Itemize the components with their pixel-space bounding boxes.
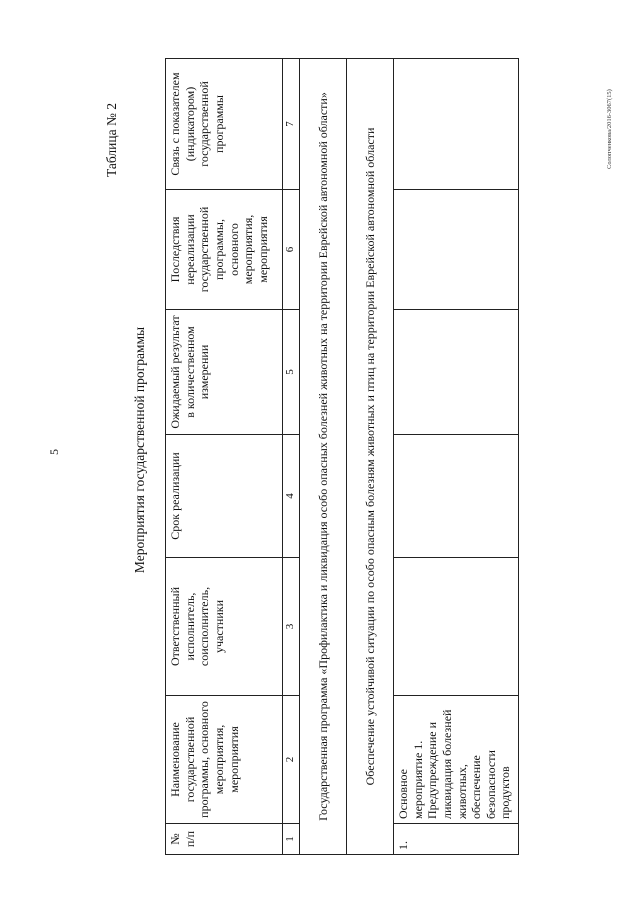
program-row bbox=[300, 59, 347, 855]
item-name: Основное мероприятие 1. Предупреждение и ликвидация болезней животных, обеспечение безопасности продуктов bbox=[394, 696, 519, 824]
column-number: 1 bbox=[283, 824, 300, 855]
item-indicator-link bbox=[394, 59, 519, 190]
table-header-row bbox=[166, 59, 283, 855]
column-number: 4 bbox=[283, 435, 300, 558]
item-consequences bbox=[394, 190, 519, 310]
page-number: 5 bbox=[47, 449, 61, 455]
header-name: Наименование государственной программы, основного мероприятия, мероприятия bbox=[166, 696, 283, 824]
column-number: 6 bbox=[283, 190, 300, 310]
item-result bbox=[394, 310, 519, 435]
column-number: 5 bbox=[283, 310, 300, 435]
column-number-row bbox=[283, 59, 300, 855]
measures-table bbox=[165, 58, 519, 855]
document-code: Солопченкова/2016-3067(15) bbox=[606, 89, 613, 169]
header-number: № п/п bbox=[166, 824, 283, 855]
program-name: Государственная программа «Профилактика и ликвидация особо опасных болезней животных на территории Еврейской автономной области» bbox=[300, 59, 347, 855]
header-term: Срок реализации bbox=[166, 435, 283, 558]
header-consequences: Последствия нереализации государственной программы, основного мероприятия, мероприятия bbox=[166, 190, 283, 310]
item-term bbox=[394, 435, 519, 558]
item-number: 1. bbox=[394, 824, 519, 855]
goal-row bbox=[347, 59, 394, 855]
program-goal: Обеспечение устойчивой ситуации по особо опасным болезням животных и птиц на территории Еврейской автономной области bbox=[347, 59, 394, 855]
table-row bbox=[394, 59, 519, 855]
header-result: Ожидаемый результат в количественном измерении bbox=[166, 310, 283, 435]
column-number: 7 bbox=[283, 59, 300, 190]
column-number: 3 bbox=[283, 558, 300, 696]
column-number: 2 bbox=[283, 696, 300, 824]
item-executor bbox=[394, 558, 519, 696]
header-executor: Ответственный исполнитель, соисполнитель, участники bbox=[166, 558, 283, 696]
header-indicator-link: Связь с показателем (индикатором) государственной программы bbox=[166, 59, 283, 190]
table-caption: Таблица № 2 bbox=[104, 103, 119, 177]
table-title: Мероприятия государственной программы bbox=[132, 326, 147, 574]
